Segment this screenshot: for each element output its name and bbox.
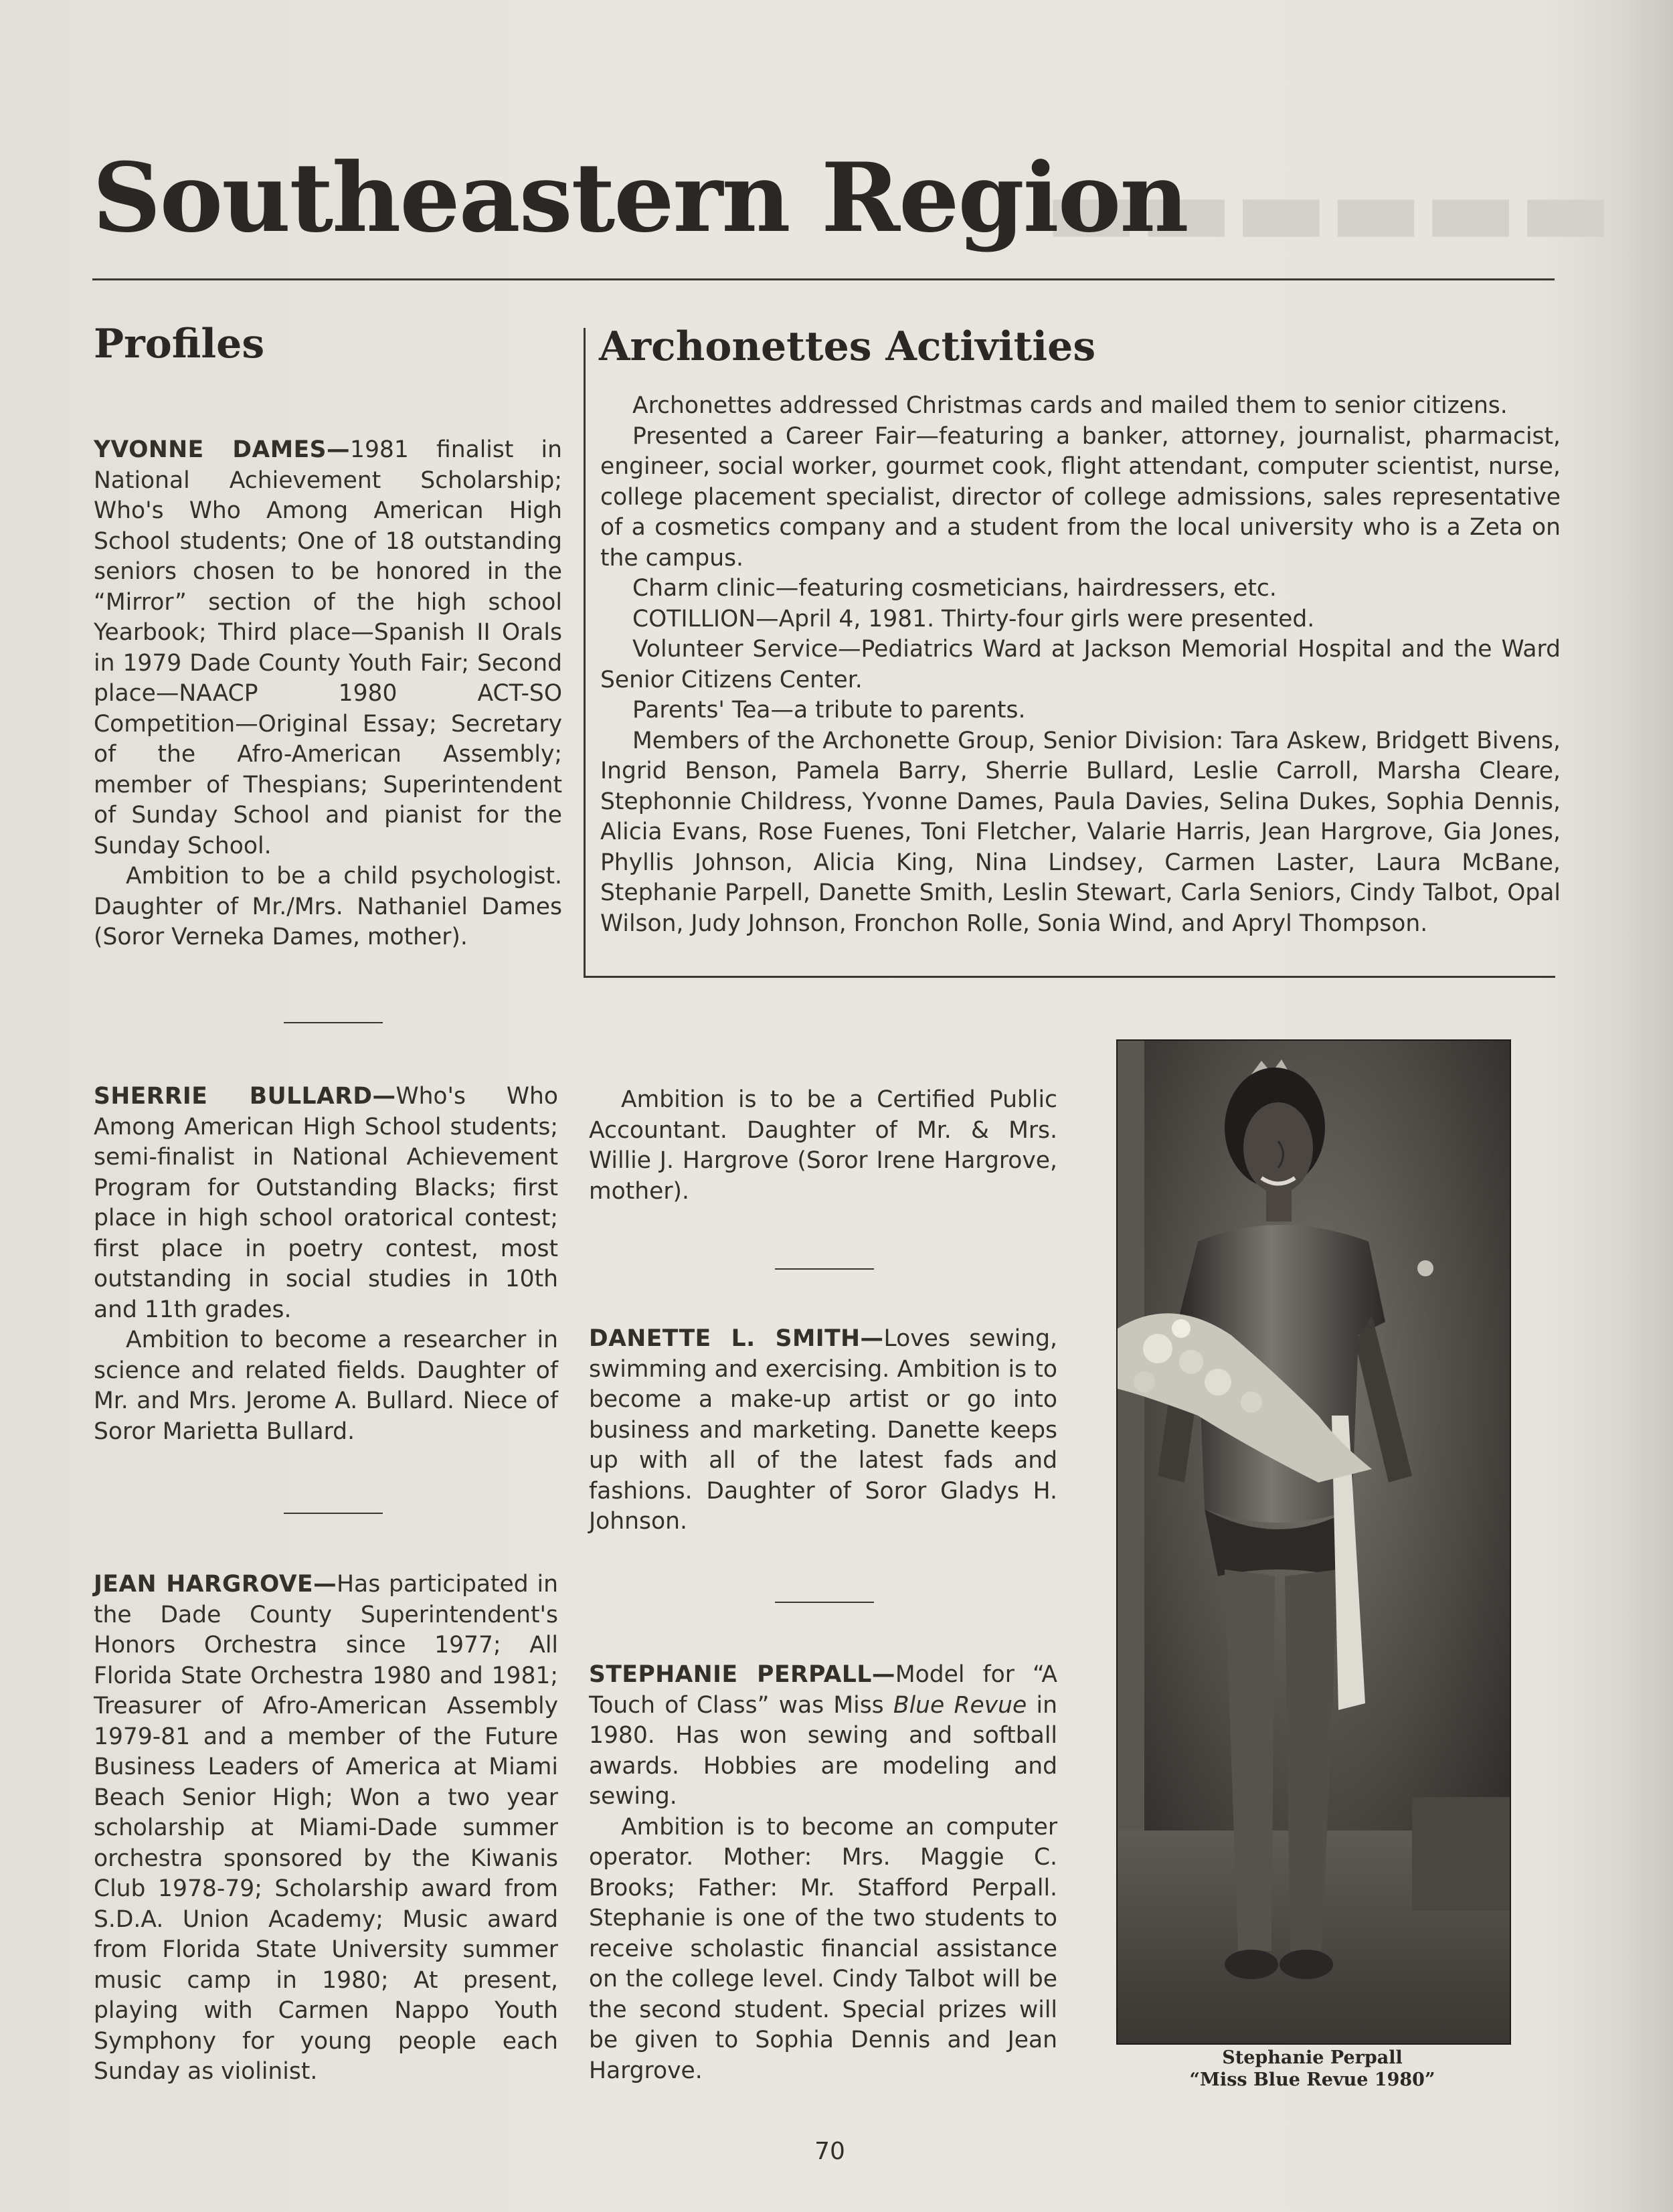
activities-list — [600, 391, 1561, 939]
photo-caption-name: Stephanie Perpall — [1222, 2047, 1403, 2068]
separator — [775, 1268, 874, 1270]
profile-danette-smith — [589, 1324, 1057, 1537]
profile-sherrie-bullard — [94, 1082, 558, 1447]
activity-item: Presented a Career Fair—featuring a banker, attorney, journalist, pharmacist, engineer, social worker, gourmet cook, flight attendant, computer scientist, nurse, college placement specialist, director of college admissions, sales representative of a cosmetics company and a student from the local university who is a Zeta on the campus. — [600, 422, 1561, 572]
profile-jean-hargrove — [94, 1569, 558, 2088]
activity-item: Volunteer Service—Pediatrics Ward at Jackson Memorial Hospital and the Ward Senior Citizens Center. — [600, 636, 1561, 693]
profile-danette-text: DANETTE L. SMITH—Loves sewing, swimming and exercising. Ambition is to become a make-up artist or go into business and marketing. Danette keeps up with all of the latest fads and fashions. Daughter of Soror Gladys H. Johnson. — [589, 1325, 1057, 1535]
activities-frame-bottom — [584, 976, 1555, 978]
profiles-heading: Profiles — [94, 321, 265, 367]
activity-item: Charm clinic—featuring cosmeticians, hairdressers, etc. — [632, 575, 1277, 602]
activity-item: Members of the Archonette Group, Senior Division: Tara Askew, Bridgett Bivens, Ingrid Benson, Pamela Barry, Sherrie Bullard, Leslie Carroll, Marsha Cleare, Stephonnie Childress, Yvonne Dames, Paula Davies, Selina Dukes, Sophia Dennis, Alicia Evans, Rose Fuenes, Toni Fletcher, Valarie Harris, Jean Hargrove, Gia Jones, Phyllis Johnson, Alicia King, Nina Lindsey, Carmen Laster, Laura McBane, Stephanie Parpell, Danette Smith, Leslin Stewart, Carla Seniors, Cindy Talbot, Opal Wilson, Judy Johnson, Fronchon Rolle, Sonia Wind, and Apryl Thompson. — [600, 727, 1561, 937]
title-rule — [92, 278, 1555, 280]
page-title: Southeastern Region — [92, 143, 1188, 254]
profile-sherrie-text: SHERRIE BULLARD—Who's Who Among American High School students; semi-finalist in National Achievement Program for Outstanding Blacks; first place in high school oratorical contest; first place in poetry contest, most outstanding in social studies in 10th and 11th grades. — [94, 1083, 558, 1323]
profile-yvonne-text: YVONNE DAMES—1981 finalist in National Achievement Scholarship; Who's Who Among American High School students; One of 18 outstanding seniors chosen to be honored in the “Mirror” section of the high school Yearbook; Third place—Spanish II Orals in 1979 Dade County Youth Fair; Second place—NAACP 1980 ACT-SO Competition—Original Essay; Secretary of the Afro-American Assembly; member of Thespians; Superintendent of Sunday School and pianist for the Sunday School. — [94, 436, 562, 859]
activity-item: Parents' Tea—a tribute to parents. — [632, 697, 1026, 724]
profile-name: SHERRIE BULLARD — [94, 1083, 373, 1110]
profile-sherrie-ambition: Ambition to become a researcher in science and related fields. Daughter of Mr. and Mrs. Jerome A. Bullard. Niece of Soror Marietta Bullard. — [94, 1327, 558, 1445]
photo-stephanie-perpall — [1116, 1039, 1511, 2045]
profile-stephanie-text: STEPHANIE PERPALL—Model for “A Touch of Class” was Miss Blue Revue in 1980. Has won sewing and softball awards. Hobbies are modeling and sewing. — [589, 1661, 1057, 1810]
activities-heading: Archonettes Activities — [599, 323, 1096, 370]
profile-stephanie-perpall — [589, 1660, 1057, 2086]
profile-jean-text: JEAN HARGROVE—Has participated in the Dade County Superintendent's Honors Orchestra since 1977; All Florida State Orchestra 1980 and 1981; Treasurer of Afro-American Assembly 1979-81 and a member of the Future Business Leaders of America at Miami Beach Senior High; Won a two year scholarship at Miami-Dade summer orchestra sponsored by the Kiwanis Club 1978-79; Scholarship award from S.D.A. Union Academy; Music award from Florida State University summer music camp in 1980; At present, playing with Carmen Nappo Youth Symphony for young people each Sunday as violinist. — [94, 1571, 558, 2085]
profile-name: YVONNE DAMES — [94, 436, 327, 463]
separator — [284, 1513, 383, 1514]
activity-item: Archonettes addressed Christmas cards and mailed them to senior citizens. — [632, 392, 1508, 419]
profile-jean-ambition: Ambition is to be a Certified Public Accountant. Daughter of Mr. & Mrs. Willie J. Hargrove (Soror Irene Hargrove, mother). — [589, 1086, 1057, 1205]
profile-name: STEPHANIE PERPALL — [589, 1661, 872, 1688]
profile-yvonne-dames — [94, 435, 562, 953]
profile-jean-ambition-block — [589, 1085, 1057, 1207]
page-number: 70 — [814, 2138, 845, 2165]
show-through-text: ▬▬▬▬▬▬ — [1044, 151, 1613, 268]
activities-frame-left — [584, 328, 586, 976]
profile-name: JEAN HARGROVE — [94, 1571, 314, 1598]
photo-figure-illustration — [1118, 1041, 1510, 2043]
profile-name: DANETTE L. SMITH — [589, 1325, 861, 1352]
activity-item: COTILLION—April 4, 1981. Thirty-four girls were presented. — [632, 605, 1315, 632]
profile-stephanie-ambition: Ambition is to become an computer operator. Mother: Mrs. Maggie C. Brooks; Father: Mr. Stafford Perpall. Stephanie is one of the two students to receive scholastic financial assistance on the college level. Cindy Talbot will be the second student. Special prizes will be given to Sophia Dennis and Jean Hargrove. — [589, 1813, 1057, 2084]
separator — [775, 1602, 874, 1603]
separator — [284, 1022, 383, 1023]
profile-yvonne-ambition: Ambition to be a child psychologist. Daughter of Mr./Mrs. Nathaniel Dames (Soror Verneka Dames, mother). — [94, 863, 562, 950]
photo-caption-title: “Miss Blue Revue 1980” — [1189, 2069, 1435, 2090]
